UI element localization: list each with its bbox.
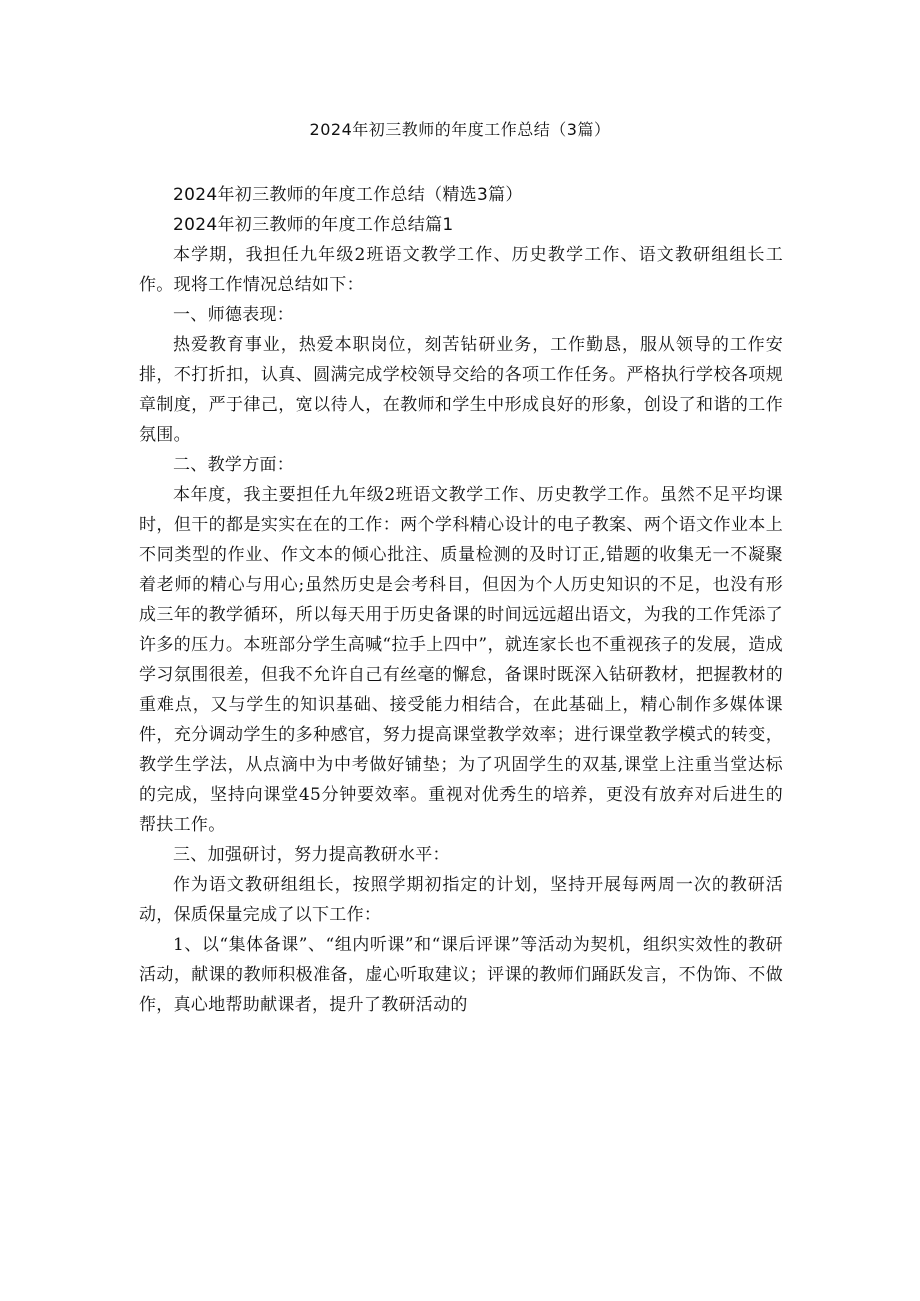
point-heading-ethics: 一、师德表现：: [173, 305, 295, 325]
teaching-paragraph: 本年度，我主要担任九年级2班语文教学工作、历史教学工作。虽然不足平均课时，但干的都是实实在在的工作：两个学科精心设计的电子教案、两个语文作业本上不同类型的作业、作文本的倾心批注、质量检测的及时订正,错题的收集无一不凝聚着老师的精心与用心;虽然历史是会考科目，但因为个人历史知识的不足，也没有形成三年的教学循环，所以每天用于历史备课的时间远远超出语文，为我的工作凭添了许多的压力。本班部分学生高喊“拉手上四中”，就连家长也不重视孩子的发展，造成学习氛围很差，但我不允许自己有丝毫的懈怠，备课时既深入钻研教材，把握教材的重难点，又与学生的知识基础、接受能力相结合，在此基础上，精心制作多媒体课件，充分调动学生的多种感官，努力提高课堂教学效率；进行课堂教学模式的转变，教学生学法，从点滴中为中考做好铺垫；为了巩固学生的双基,课堂上注重当堂达标的完成，坚持向课堂45分钟要效率。重视对优秀生的培养，更没有放弃对后进生的帮扶工作。: [139, 485, 783, 835]
document-body: [139, 180, 783, 1020]
section-heading: 2024年初三教师的年度工作总结篇1: [173, 215, 454, 235]
intro-paragraph: 本学期，我担任九年级2班语文教学工作、历史教学工作、语文教研组组长工作。现将工作情况总结如下：: [139, 245, 783, 295]
document-title: 2024年初三教师的年度工作总结（3篇）: [309, 120, 611, 139]
point-heading-teaching: 二、教学方面：: [173, 455, 295, 475]
ethics-paragraph: 热爱教育事业，热爱本职岗位，刻苦钻研业务，工作勤恳，服从领导的工作安排，不打折扣，认真、圆满完成学校领导交给的各项工作任务。严格执行学校各项规章制度，严于律己，宽以待人，在教师和学生中形成良好的形象，创设了和谐的工作氛围。: [139, 335, 783, 445]
research-paragraph: 作为语文教研组组长，按照学期初指定的计划，坚持开展每两周一次的教研活动，保质保量完成了以下工作：: [139, 875, 783, 925]
subtitle-heading: 2024年初三教师的年度工作总结（精选3篇）: [173, 185, 523, 205]
point-heading-research: 三、加强研讨，努力提高教研水平：: [173, 845, 450, 865]
research-item-1: 1、以“集体备课”、“组内听课”和“课后评课”等活动为契机，组织实效性的教研活动，献课的教师积极准备，虚心听取建议；评课的教师们踊跃发言，不伪饰、不做作，真心地帮助献课者，提升了教研活动的: [139, 935, 783, 1015]
